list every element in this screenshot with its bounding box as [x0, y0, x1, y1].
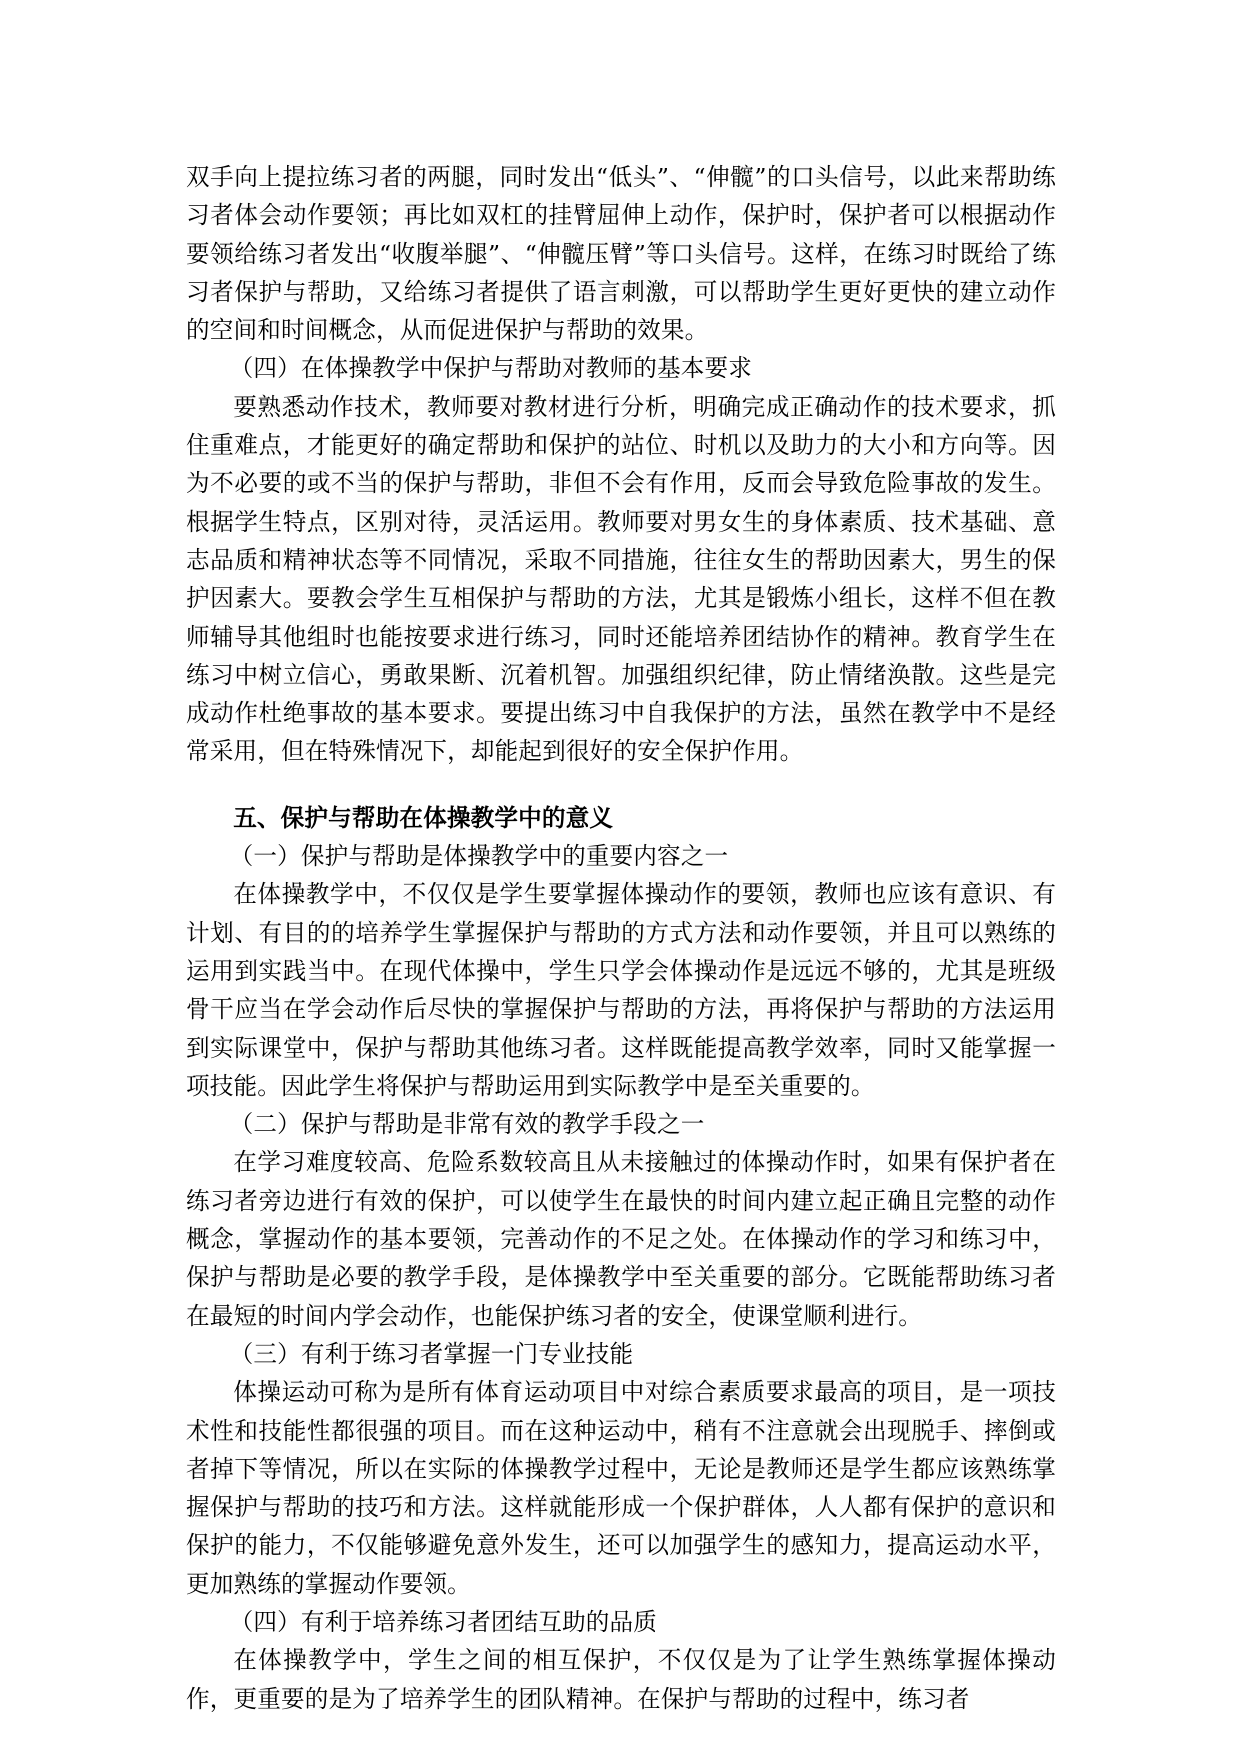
intro-paragraph: 双手向上提拉练习者的两腿，同时发出“低头”、“伸髋”的口头信号，以此来帮助练习者体会动作要领；再比如双杠的挂臂屈伸上动作，保护时，保护者可以根据动作要领给练习者发出“收腹举腿”、“伸髋压臂”等口头信号。这样，在练习时既给了练习者保护与帮助，又给练习者提供了语言刺激，可以帮助学生更好更快的建立动作的空间和时间概念，从而促进保护与帮助的效果。	[186, 163, 1056, 345]
section-5-sub-4-title: （四）有利于培养练习者团结互助的品质	[229, 1607, 658, 1636]
document-page	[186, 158, 1056, 1718]
section-5-sub-3-title: （三）有利于练习者掌握一门专业技能	[229, 1339, 634, 1368]
section-5-sub-1-title: （一）保护与帮助是体操教学中的重要内容之一	[229, 842, 729, 871]
section-5-sub-3-paragraph: 体操运动可称为是所有体育运动项目中对综合素质要求最高的项目，是一项技术性和技能性都很强的项目。而在这种运动中，稍有不注意就会出现脱手、摔倒或者掉下等情况，所以在实际的体操教学过程中，无论是教师还是学生都应该熟练掌握保护与帮助的技巧和方法。这样就能形成一个保护群体，人人都有保护的意识和保护的能力，不仅能够避免意外发生，还可以加强学生的感知力，提高运动水平，更加熟练的掌握动作要领。	[186, 1378, 1056, 1598]
subsection-4-title: （四）在体操教学中保护与帮助对教师的基本要求	[229, 354, 753, 383]
section-5-sub-1-paragraph: 在体操教学中，不仅仅是学生要掌握体操动作的要领，教师也应该有意识、有计划、有目的的培养学生掌握保护与帮助的方式方法和动作要领，并且可以熟练的运用到实践当中。在现代体操中，学生只学会体操动作是远远不够的，尤其是班级骨干应当在学会动作后尽快的掌握保护与帮助的方法，再将保护与帮助的方法运用到实际课堂中，保护与帮助其他练习者。这样既能提高教学效率，同时又能掌握一项技能。因此学生将保护与帮助运用到实际教学中是至关重要的。	[186, 880, 1056, 1100]
section-5-heading: 五、保护与帮助在体操教学中的意义	[233, 803, 614, 832]
section-5-sub-2-title: （二）保护与帮助是非常有效的教学手段之一	[229, 1110, 705, 1139]
subsection-4-paragraph: 要熟悉动作技术，教师要对教材进行分析，明确完成正确动作的技术要求，抓住重难点，才能更好的确定帮助和保护的站位、时机以及助力的大小和方向等。因为不必要的或不当的保护与帮助，非但不会有作用，反而会导致危险事故的发生。根据学生特点，区别对待，灵活运用。教师要对男女生的身体素质、技术基础、意志品质和精神状态等不同情况，采取不同措施，往往女生的帮助因素大，男生的保护因素大。要教会学生互相保护与帮助的方法，尤其是锻炼小组长，这样不但在教师辅导其他组时也能按要求进行练习，同时还能培养团结协作的精神。教育学生在练习中树立信心，勇敢果断、沉着机智。加强组织纪律，防止情绪涣散。这些是完成动作杜绝事故的基本要求。要提出练习中自我保护的方法，虽然在教学中不是经常采用，但在特殊情况下，却能起到很好的安全保护作用。	[186, 392, 1056, 766]
section-5-sub-4-paragraph: 在体操教学中，学生之间的相互保护，不仅仅是为了让学生熟练掌握体操动作，更重要的是为了培养学生的团队精神。在保护与帮助的过程中，练习者	[186, 1646, 1056, 1713]
section-5-sub-2-paragraph: 在学习难度较高、危险系数较高且从未接触过的体操动作时，如果有保护者在练习者旁边进行有效的保护，可以使学生在最快的时间内建立起正确且完整的动作概念，掌握动作的基本要领，完善动作的不足之处。在体操动作的学习和练习中，保护与帮助是必要的教学手段，是体操教学中至关重要的部分。它既能帮助练习者在最短的时间内学会动作，也能保护练习者的安全，使课堂顺利进行。	[186, 1148, 1056, 1330]
